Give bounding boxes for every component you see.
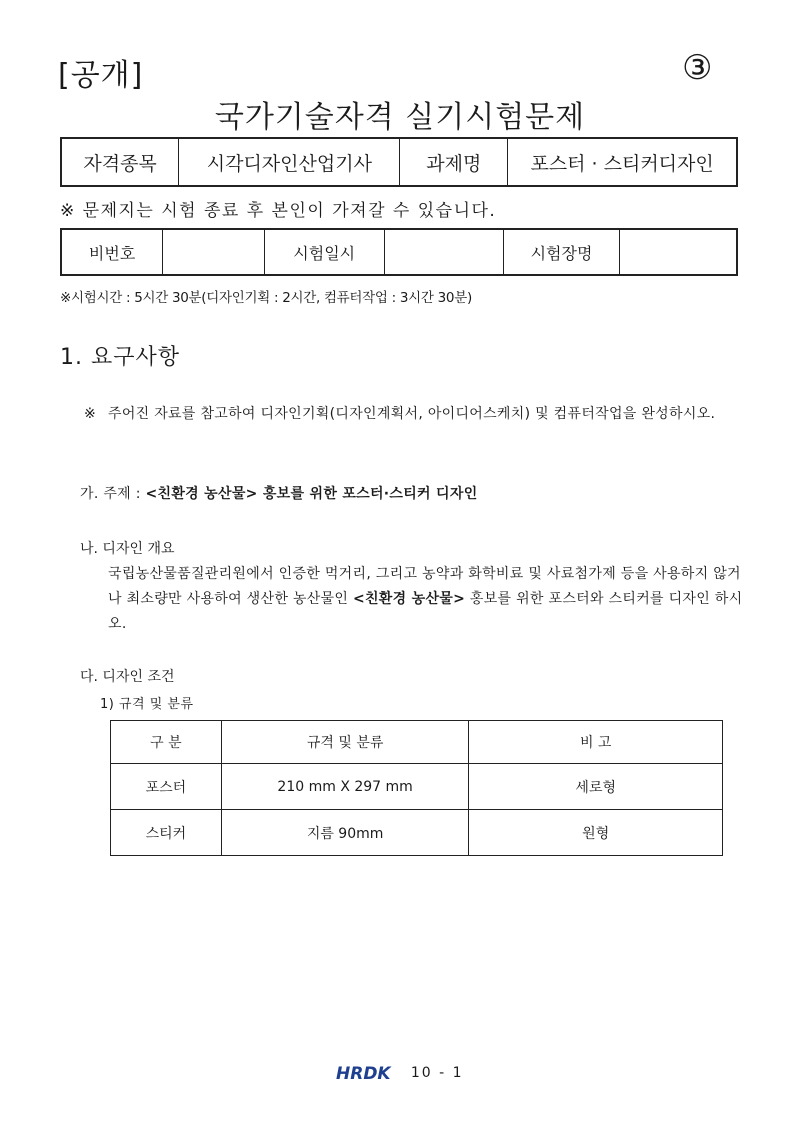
exam-date-label: 시험일시: [264, 229, 384, 275]
page-title: 국가기술자격 실기시험문제: [214, 100, 586, 135]
overview-highlight: <친환경 농산물>: [352, 591, 466, 607]
spec-cell: 스티커: [111, 810, 222, 856]
spec-cell: 지름 90mm: [221, 810, 469, 856]
seat-number-field[interactable]: [163, 229, 265, 275]
overview-text-start: 국립농산물품질관리원에서 인증한 먹거리, 그리고 농약과 화학비료 및 사료첨가제 등을 사용하지 않거나 최소량만 사용하여 생산한 농산물인: [108, 566, 741, 607]
page-number: 10 - 1: [410, 1065, 464, 1081]
overview-heading: 나. 디자인 개요: [80, 541, 175, 557]
exam-time-note: ※시험시간 : 5시간 30분(디자인기획 : 2시간, 컴퓨터작업 : 3시간 30분): [60, 290, 472, 306]
hrdk-logo-text: HRDK: [336, 1064, 392, 1082]
overview-body: [108, 562, 748, 637]
hrdk-logo: [336, 1064, 398, 1082]
theme-label: 가. 주제 :: [80, 486, 146, 502]
exam-site-label: 시험장명: [504, 229, 620, 275]
conditions-subheading: 1) 규격 및 분류: [100, 697, 194, 712]
public-tag: [공개]: [58, 58, 144, 93]
qualification-label: 자격종목: [61, 138, 179, 186]
requirements-note-text: 주어진 자료를 참고하여 디자인기획(디자인계획서, 아이디어스케치) 및 컴퓨터작업을 완성하시오.: [108, 406, 716, 422]
qualification-value: 시각디자인산업기사: [179, 138, 400, 186]
spec-header-category: 구 분: [111, 721, 222, 764]
exam-date-field[interactable]: [384, 229, 504, 275]
qualification-info-table: [60, 137, 738, 187]
theme-line: [80, 483, 478, 503]
task-label: 과제명: [400, 138, 508, 186]
exam-id-table: [60, 228, 738, 276]
section-title: 1. 요구사항: [60, 345, 180, 370]
circled-number: ③: [682, 48, 713, 88]
seat-number-label: 비번호: [61, 229, 163, 275]
spec-cell: 원형: [469, 810, 723, 856]
table-row: [111, 810, 723, 856]
overview-text-end: 홍보를 위한 포스터와 스티커를 디자인 하시오.: [108, 591, 743, 632]
take-home-notice: ※ 문제지는 시험 종료 후 본인이 가져갈 수 있습니다.: [60, 201, 497, 221]
task-value: 포스터 · 스티커디자인: [508, 138, 737, 186]
table-row: [111, 764, 723, 810]
spec-header-remarks: 비 고: [469, 721, 723, 764]
exam-site-field[interactable]: [619, 229, 737, 275]
requirements-note: [84, 402, 744, 427]
theme-text: <친환경 농산물> 홍보를 위한 포스터·스티커 디자인: [145, 486, 478, 502]
spec-cell: 포스터: [111, 764, 222, 810]
conditions-heading: 다. 디자인 조건: [80, 669, 175, 685]
spec-cell: 세로형: [469, 764, 723, 810]
page-footer: [0, 1064, 800, 1082]
spec-header-spec: 규격 및 분류: [221, 721, 469, 764]
reference-mark: ※: [84, 406, 97, 422]
spec-cell: 210 mm X 297 mm: [221, 764, 469, 810]
spec-table: [110, 720, 723, 856]
